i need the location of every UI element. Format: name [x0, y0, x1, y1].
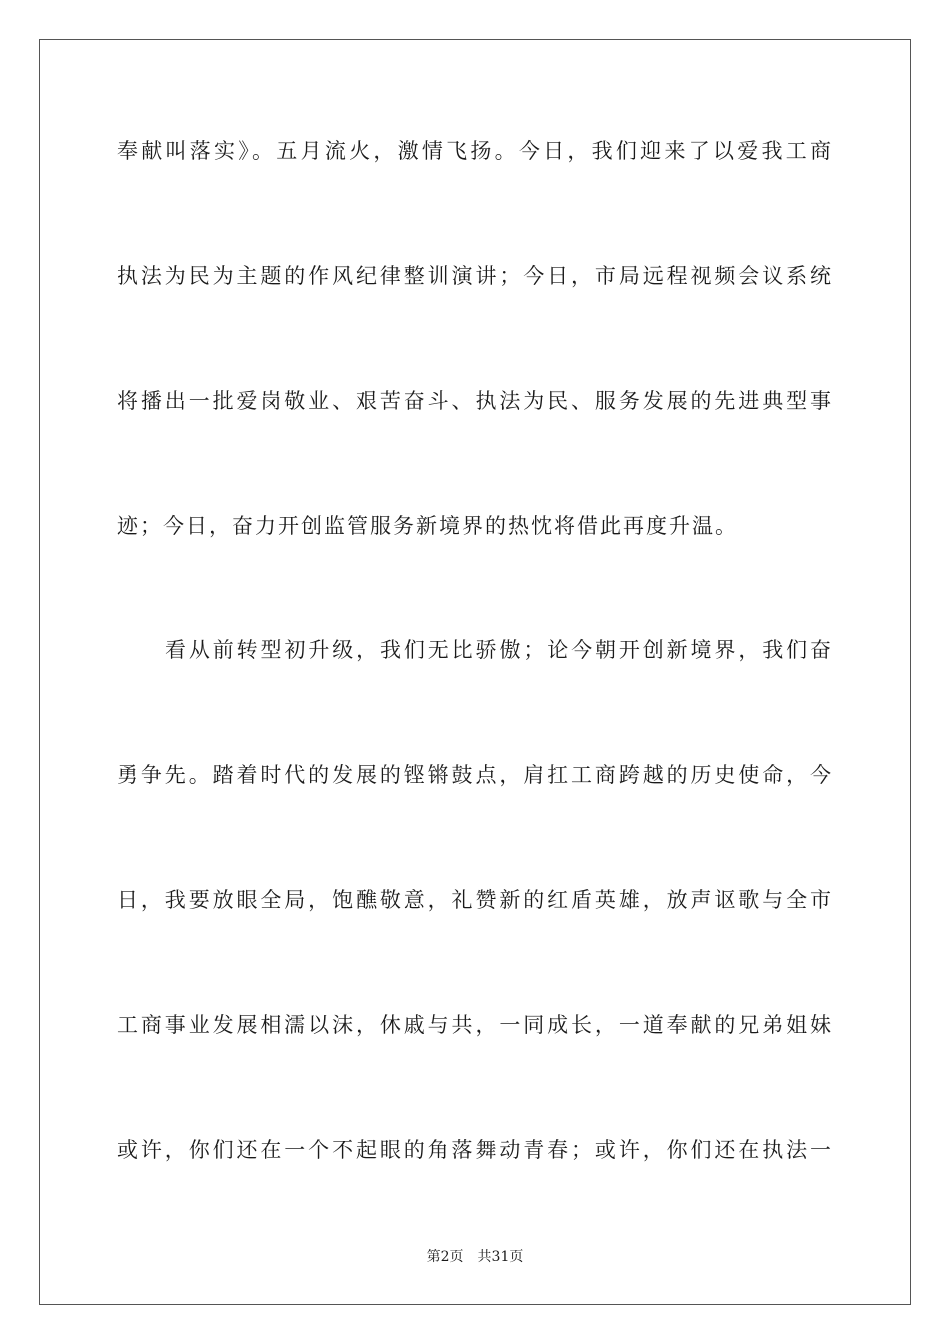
text-line: 勇争先。踏着时代的发展的铿锵鼓点，肩扛工商跨越的历史使命，今: [117, 763, 833, 787]
text-line: 奉献叫落实》。五月流火，激情飞扬。今日，我们迎来了以爱我工商: [117, 139, 833, 163]
text-line: 或许，你们还在一个不起眼的角落舞动青春；或许，你们还在执法一: [117, 1138, 833, 1162]
page-footer: [0, 1248, 950, 1266]
text-line: 将播出一批爱岗敬业、艰苦奋斗、执法为民、服务发展的先进典型事: [117, 389, 833, 413]
page-number: 第2页: [426, 1249, 464, 1265]
page-total: 共31页: [477, 1249, 524, 1265]
text-line: 看从前转型初升级，我们无比骄傲；论今朝开创新境界，我们奋: [165, 638, 833, 662]
page-border: [39, 39, 911, 1305]
text-line: 执法为民为主题的作风纪律整训演讲；今日，市局远程视频会议系统: [117, 264, 833, 288]
text-line: 工商事业发展相濡以沫，休戚与共，一同成长，一道奉献的兄弟姐妹: [117, 1013, 833, 1037]
text-line: 日，我要放眼全局，饱醮敬意，礼赞新的红盾英雄，放声讴歌与全市: [117, 888, 833, 912]
text-line: 迹；今日，奋力开创监管服务新境界的热忱将借此再度升温。: [117, 514, 738, 538]
